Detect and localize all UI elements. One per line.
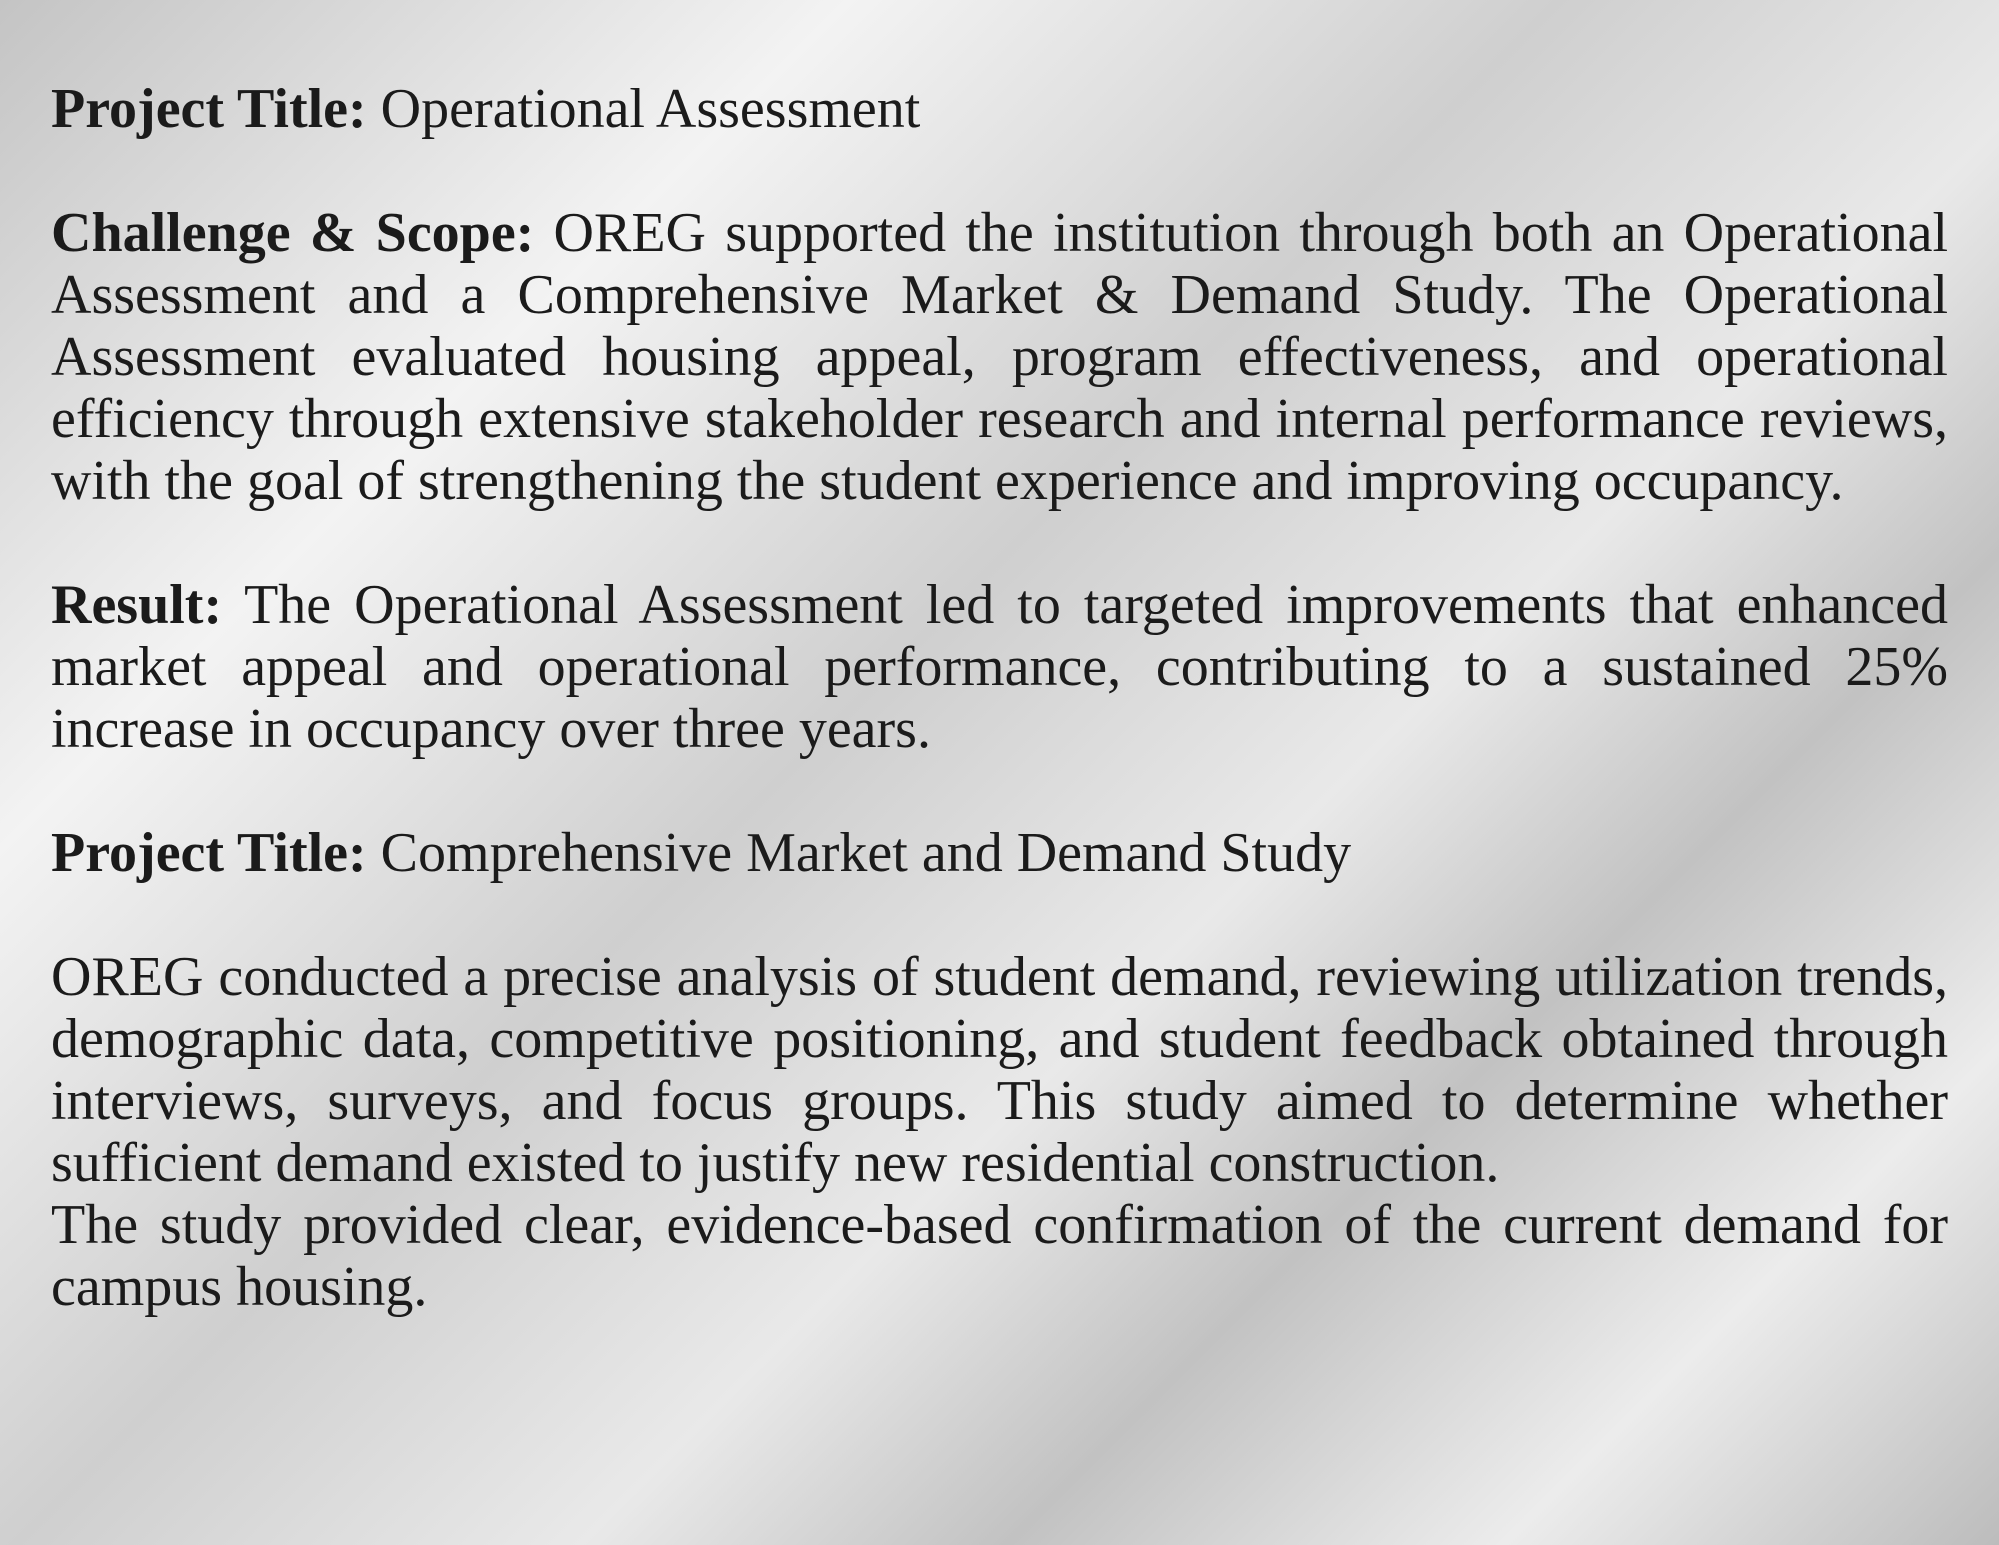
challenge-scope-paragraph: [51, 202, 1948, 512]
spacer: [51, 512, 1948, 574]
study-conclusion-paragraph: The study provided clear, evidence-based confirmation of the current demand for campus housing.: [51, 1194, 1948, 1318]
spacer: [51, 760, 1948, 822]
project-title-label: Project Title:: [51, 78, 367, 140]
project-title-1: [51, 78, 1948, 140]
project-title-value: Comprehensive Market and Demand Study: [366, 822, 1352, 884]
result-paragraph: [51, 574, 1948, 760]
project-title-2: [51, 822, 1948, 884]
study-description-paragraph: OREG conducted a precise analysis of student demand, reviewing utilization trends, demographic data, competitive positioning, and student feedback obtained through interviews, surveys, and focus groups. This study aimed to determine whether sufficient demand existed to justify new residential construction.: [51, 946, 1948, 1194]
spacer: [51, 884, 1948, 946]
spacer: [51, 140, 1948, 202]
project-title-label: Project Title:: [51, 822, 367, 884]
result-label: Result:: [51, 574, 223, 636]
project-title-value: Operational Assessment: [366, 78, 921, 140]
challenge-scope-text: OREG supported the institution through both an Operational Assessment and a Comprehensive Market & Demand Study. The Operational Assessment evaluated housing appeal, program effectiveness, and operational efficiency through extensive stakeholder research and internal performance reviews, with the goal of strengthening the student experience and improving occupancy.: [51, 202, 1948, 512]
result-text: The Operational Assessment led to targeted improvements that enhanced market appeal and operational performance, contributing to a sustained 25% increase in occupancy over three years.: [51, 574, 1948, 760]
document-body: [51, 78, 1948, 1318]
challenge-scope-label: Challenge & Scope:: [51, 202, 535, 264]
